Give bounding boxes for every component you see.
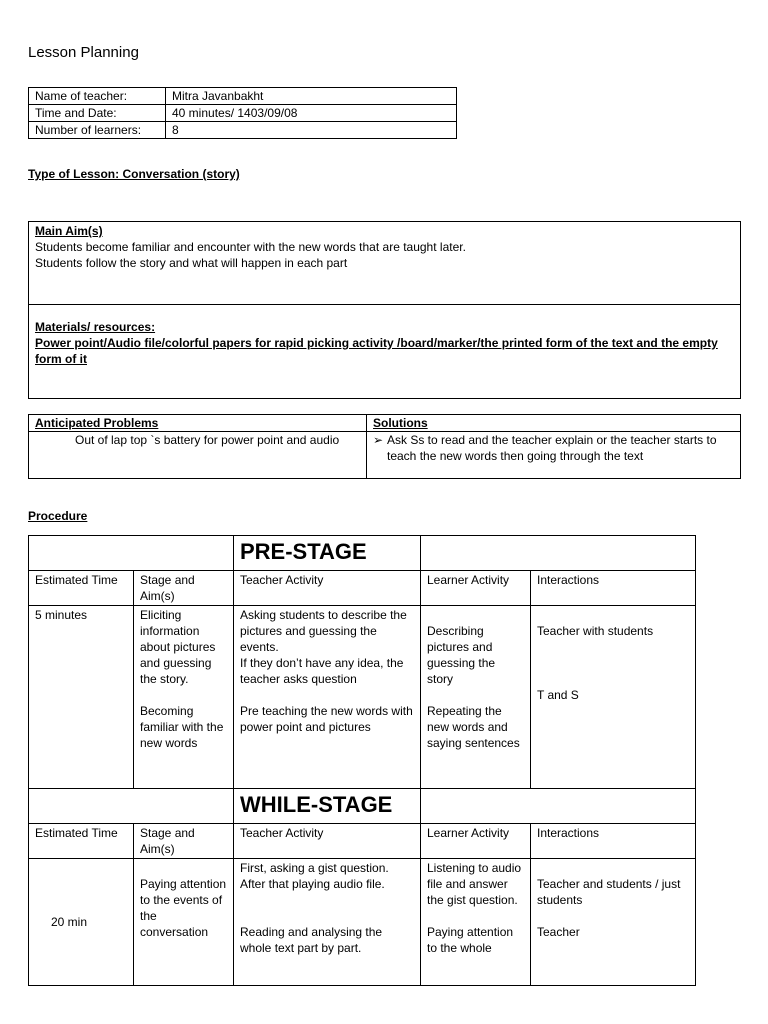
header-learner: Learner Activity xyxy=(421,571,531,606)
empty-cell xyxy=(421,789,696,824)
table-row xyxy=(29,789,696,824)
arrow-bullet-icon: ➢ xyxy=(373,433,384,447)
spacer xyxy=(140,860,227,876)
table-row xyxy=(29,606,696,789)
pre-stage-title: PRE-STAGE xyxy=(234,536,421,571)
spacer xyxy=(537,655,689,671)
header-time: Estimated Time xyxy=(29,824,134,859)
spacer xyxy=(537,607,689,623)
interaction-text: T and S xyxy=(537,688,579,702)
teacher-text: Pre teaching the new words with power point and pictures xyxy=(240,704,413,734)
header-stage: Stage and Aim(s) xyxy=(134,824,234,859)
spacer xyxy=(537,639,689,655)
time-cell: 20 min xyxy=(29,859,134,986)
stage-cell xyxy=(134,606,234,789)
interaction-text: Teacher and students / just students xyxy=(537,877,681,907)
stage-text: Eliciting information about pictures and guessing the story. xyxy=(140,608,216,686)
time-cell: 5 minutes xyxy=(29,606,134,789)
header-interactions: Interactions xyxy=(531,824,696,859)
while-stage-title: WHILE-STAGE xyxy=(234,789,421,824)
table-row xyxy=(29,432,741,479)
spacer xyxy=(427,607,524,623)
table-row xyxy=(29,415,741,432)
interaction-cell xyxy=(531,859,696,986)
info-key: Number of learners: xyxy=(29,122,166,139)
spacer xyxy=(537,860,689,876)
teacher-text: First, asking a gist question. After that playing audio file. xyxy=(240,861,389,891)
spacer xyxy=(537,671,689,687)
document-title: Lesson Planning xyxy=(28,44,139,61)
lesson-type: Type of Lesson: Conversation (story) xyxy=(28,167,240,181)
procedure-label: Procedure xyxy=(28,509,88,523)
teacher-text: If they don’t have any idea, the teacher asks question xyxy=(240,656,404,686)
info-value: 40 minutes/ 1403/09/08 xyxy=(166,105,457,122)
interaction-text: Teacher xyxy=(537,925,580,939)
header-learner: Learner Activity xyxy=(421,824,531,859)
problems-table xyxy=(28,414,741,479)
info-value: 8 xyxy=(166,122,457,139)
info-value: Mitra Javanbakht xyxy=(166,88,457,105)
table-row xyxy=(29,105,457,122)
stage-cell xyxy=(134,859,234,986)
empty-cell xyxy=(29,536,234,571)
spacer xyxy=(240,892,414,908)
table-row xyxy=(29,824,696,859)
table-row xyxy=(29,571,696,606)
teacher-info-table xyxy=(28,87,457,139)
learner-text: Paying attention to the whole xyxy=(427,925,514,955)
teacher-cell xyxy=(234,606,421,789)
spacer xyxy=(140,687,227,703)
teacher-cell xyxy=(234,859,421,986)
table-row xyxy=(29,222,741,305)
stage-text: Becoming familiar with the new words xyxy=(140,704,224,750)
materials-heading: Materials/ resources: xyxy=(35,320,156,334)
procedure-table xyxy=(28,535,696,986)
table-row xyxy=(29,305,741,399)
spacer xyxy=(240,908,414,924)
interaction-text: Teacher with students xyxy=(537,624,654,638)
solutions-heading: Solutions xyxy=(367,415,741,432)
header-time: Estimated Time xyxy=(29,571,134,606)
problem-cell xyxy=(29,432,367,479)
learner-text: Describing pictures and guessing the story xyxy=(427,624,496,686)
materials-cell xyxy=(29,305,741,399)
table-row xyxy=(29,88,457,105)
solution-item xyxy=(373,432,734,464)
spacer xyxy=(427,908,524,924)
solution-cell xyxy=(367,432,741,479)
problems-heading: Anticipated Problems xyxy=(29,415,367,432)
aim-line: Students follow the story and what will happen in each part xyxy=(35,256,348,270)
table-row xyxy=(29,122,457,139)
main-aims-heading: Main Aim(s) xyxy=(35,224,103,238)
info-key: Name of teacher: xyxy=(29,88,166,105)
table-row xyxy=(29,536,696,571)
learner-cell xyxy=(421,859,531,986)
aims-table xyxy=(28,221,741,399)
aim-line: Students become familiar and encounter with the new words that are taught later. xyxy=(35,240,466,254)
solution-text: Ask Ss to read and the teacher explain or the teacher starts to teach the new words then going through the text xyxy=(387,433,717,463)
teacher-text: Reading and analysing the whole text part by part. xyxy=(240,925,383,955)
learner-text: Listening to audio file and answer the gist question. xyxy=(427,861,522,907)
header-stage: Stage and Aim(s) xyxy=(134,571,234,606)
stage-text: Paying attention to the events of the conversation xyxy=(140,877,227,939)
teacher-text: Asking students to describe the pictures and guessing the events. xyxy=(240,608,407,654)
info-key: Time and Date: xyxy=(29,105,166,122)
header-teacher: Teacher Activity xyxy=(234,824,421,859)
header-teacher: Teacher Activity xyxy=(234,571,421,606)
main-aims-cell xyxy=(29,222,741,305)
header-interactions: Interactions xyxy=(531,571,696,606)
interaction-cell xyxy=(531,606,696,789)
problem-text: Out of lap top `s battery for power point and audio xyxy=(75,433,340,447)
empty-cell xyxy=(421,536,696,571)
materials-text: Power point/Audio file/colorful papers for rapid picking activity /board/marker/the printed form of the text and the empty form of it xyxy=(35,336,718,366)
spacer xyxy=(537,908,689,924)
spacer xyxy=(240,687,414,703)
spacer xyxy=(427,687,524,703)
empty-cell xyxy=(29,789,234,824)
learner-text: Repeating the new words and saying sentences xyxy=(427,704,520,750)
table-row xyxy=(29,859,696,986)
learner-cell xyxy=(421,606,531,789)
